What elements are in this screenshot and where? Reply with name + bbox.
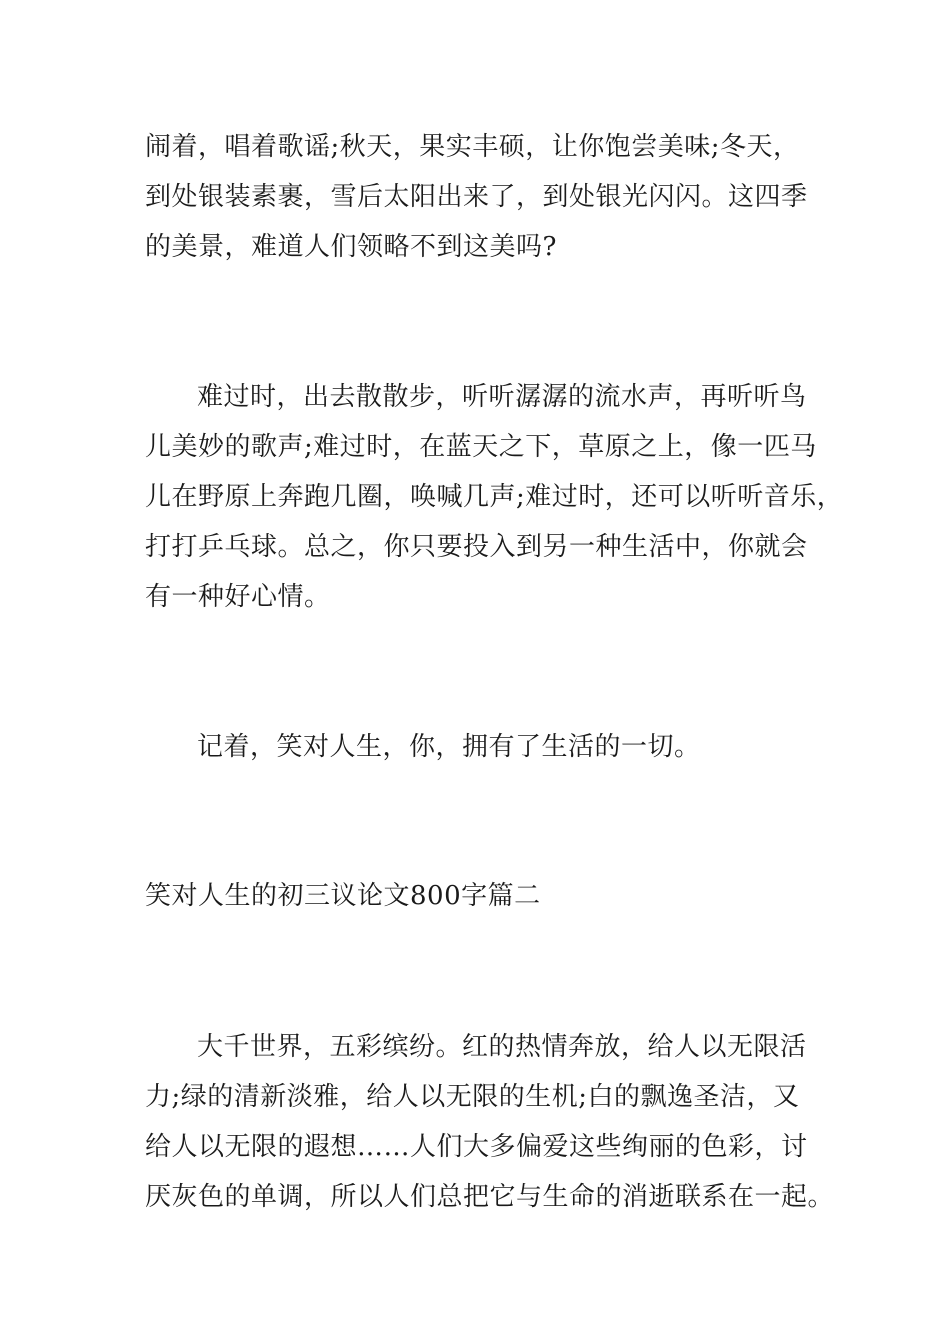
paragraph-2-line-5: 有一种好心情。 — [145, 582, 331, 612]
paragraph-1-line-2: 到处银装素裹，雪后太阳出来了，到处银光闪闪。这四季 — [145, 182, 808, 212]
paragraph-3-line-1: 记着，笑对人生，你，拥有了生活的一切。 — [197, 732, 701, 762]
paragraph-5-line-3: 给人以无限的遐想……人们大多偏爱这些绚丽的色彩，讨 — [145, 1132, 808, 1162]
paragraph-2-line-3: 儿在野原上奔跑几圈，唤喊几声;难过时，还可以听听音乐， — [145, 482, 844, 512]
paragraph-1-line-1: 闹着，唱着歌谣;秋天，果实丰硕，让你饱尝美味;冬天， — [145, 132, 800, 162]
section-heading: 笑对人生的初三议论文800字篇二 — [145, 881, 541, 911]
paragraph-5-line-2: 力;绿的清新淡雅，给人以无限的生机;白的飘逸圣洁，又 — [145, 1082, 800, 1112]
paragraph-2-line-2: 儿美妙的歌声;难过时，在蓝天之下，草原之上，像一匹马 — [145, 432, 817, 462]
paragraph-2-line-4: 打打乒乓球。总之，你只要投入到另一种生活中，你就会 — [145, 532, 808, 562]
paragraph-5-line-1: 大千世界，五彩缤纷。红的热情奔放，给人以无限活 — [197, 1032, 807, 1062]
paragraph-5-line-4: 厌灰色的单调，所以人们总把它与生命的消逝联系在一起。 — [145, 1182, 835, 1212]
paragraph-2-line-1: 难过时，出去散散步，听听潺潺的流水声，再听听鸟 — [197, 382, 807, 412]
paragraph-1-line-3: 的美景，难道人们领略不到这美吗? — [145, 232, 557, 262]
